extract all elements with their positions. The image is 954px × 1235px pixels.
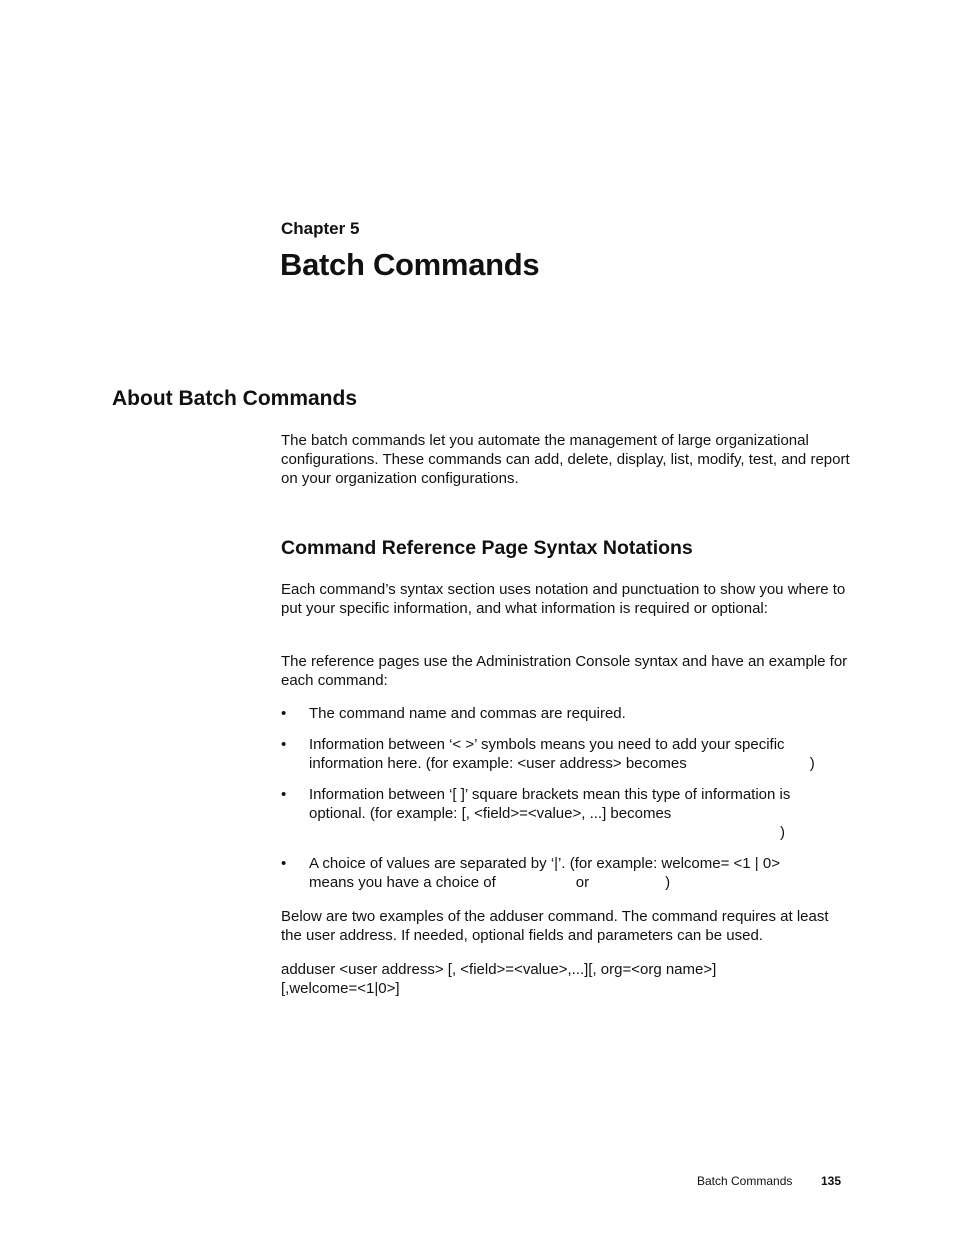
- subsection-heading: Command Reference Page Syntax Notations: [281, 537, 693, 559]
- bullet-text: Information between ‘< >’ symbols means you need to add your specific: [309, 736, 785, 753]
- bullet-glyph: •: [281, 786, 287, 803]
- closing-paren: ): [809, 755, 815, 772]
- closing-paren: ): [780, 824, 785, 841]
- footer-title: Batch Commands: [697, 1174, 793, 1188]
- chapter-title: Batch Commands: [280, 247, 540, 282]
- bullet-text-part: information here. (for example: <user address> becomes: [309, 755, 687, 772]
- page-number: 135: [821, 1174, 842, 1188]
- chapter-label: Chapter 5: [281, 219, 360, 238]
- list-item: [281, 704, 851, 723]
- bullet-text: [309, 873, 851, 892]
- bullet-glyph: •: [281, 855, 287, 872]
- intro-paragraph: The batch commands let you automate the management of large organizational configurations. These commands can add, delete, display, list, modify, test, and report on your organization configurations.: [281, 432, 850, 487]
- bullet-glyph: •: [281, 736, 287, 753]
- bullet-text: [309, 754, 851, 773]
- bullet-text: [309, 823, 851, 842]
- syntax-bullet-list: [281, 704, 851, 892]
- bullet-text-part: means you have a choice of: [309, 874, 496, 891]
- command-example-line: adduser <user address> [, <field>=<value>,...][, org=<org name>]: [281, 961, 717, 978]
- list-item: [281, 785, 851, 842]
- bullet-glyph: •: [281, 705, 287, 722]
- command-example-line: [,welcome=<1|0>]: [281, 980, 400, 997]
- command-example: [281, 960, 851, 998]
- bullet-text: Information between ‘[ ]’ square brackets mean this type of information is: [309, 786, 791, 803]
- bullet-text-part: or: [575, 874, 590, 891]
- examples-paragraph: Below are two examples of the adduser command. The command requires at least the user address. If needed, optional fields and parameters can be used.: [281, 908, 829, 944]
- bullet-text: The command name and commas are required.: [309, 705, 626, 722]
- list-item: [281, 854, 851, 892]
- bullet-text: optional. (for example: [, <field>=<value>, ...] becomes: [309, 805, 672, 822]
- bullet-text: A choice of values are separated by ‘|’. (for example: welcome= <1 | 0>: [309, 855, 780, 872]
- reference-paragraph: The reference pages use the Administration Console syntax and have an example for each command:: [281, 653, 848, 689]
- section-heading: About Batch Commands: [112, 387, 358, 410]
- list-item: [281, 735, 851, 773]
- closing-paren: ): [665, 874, 671, 891]
- syntax-paragraph: Each command’s syntax section uses notation and punctuation to show you where to put your specific information, and what information is required or optional:: [281, 581, 846, 617]
